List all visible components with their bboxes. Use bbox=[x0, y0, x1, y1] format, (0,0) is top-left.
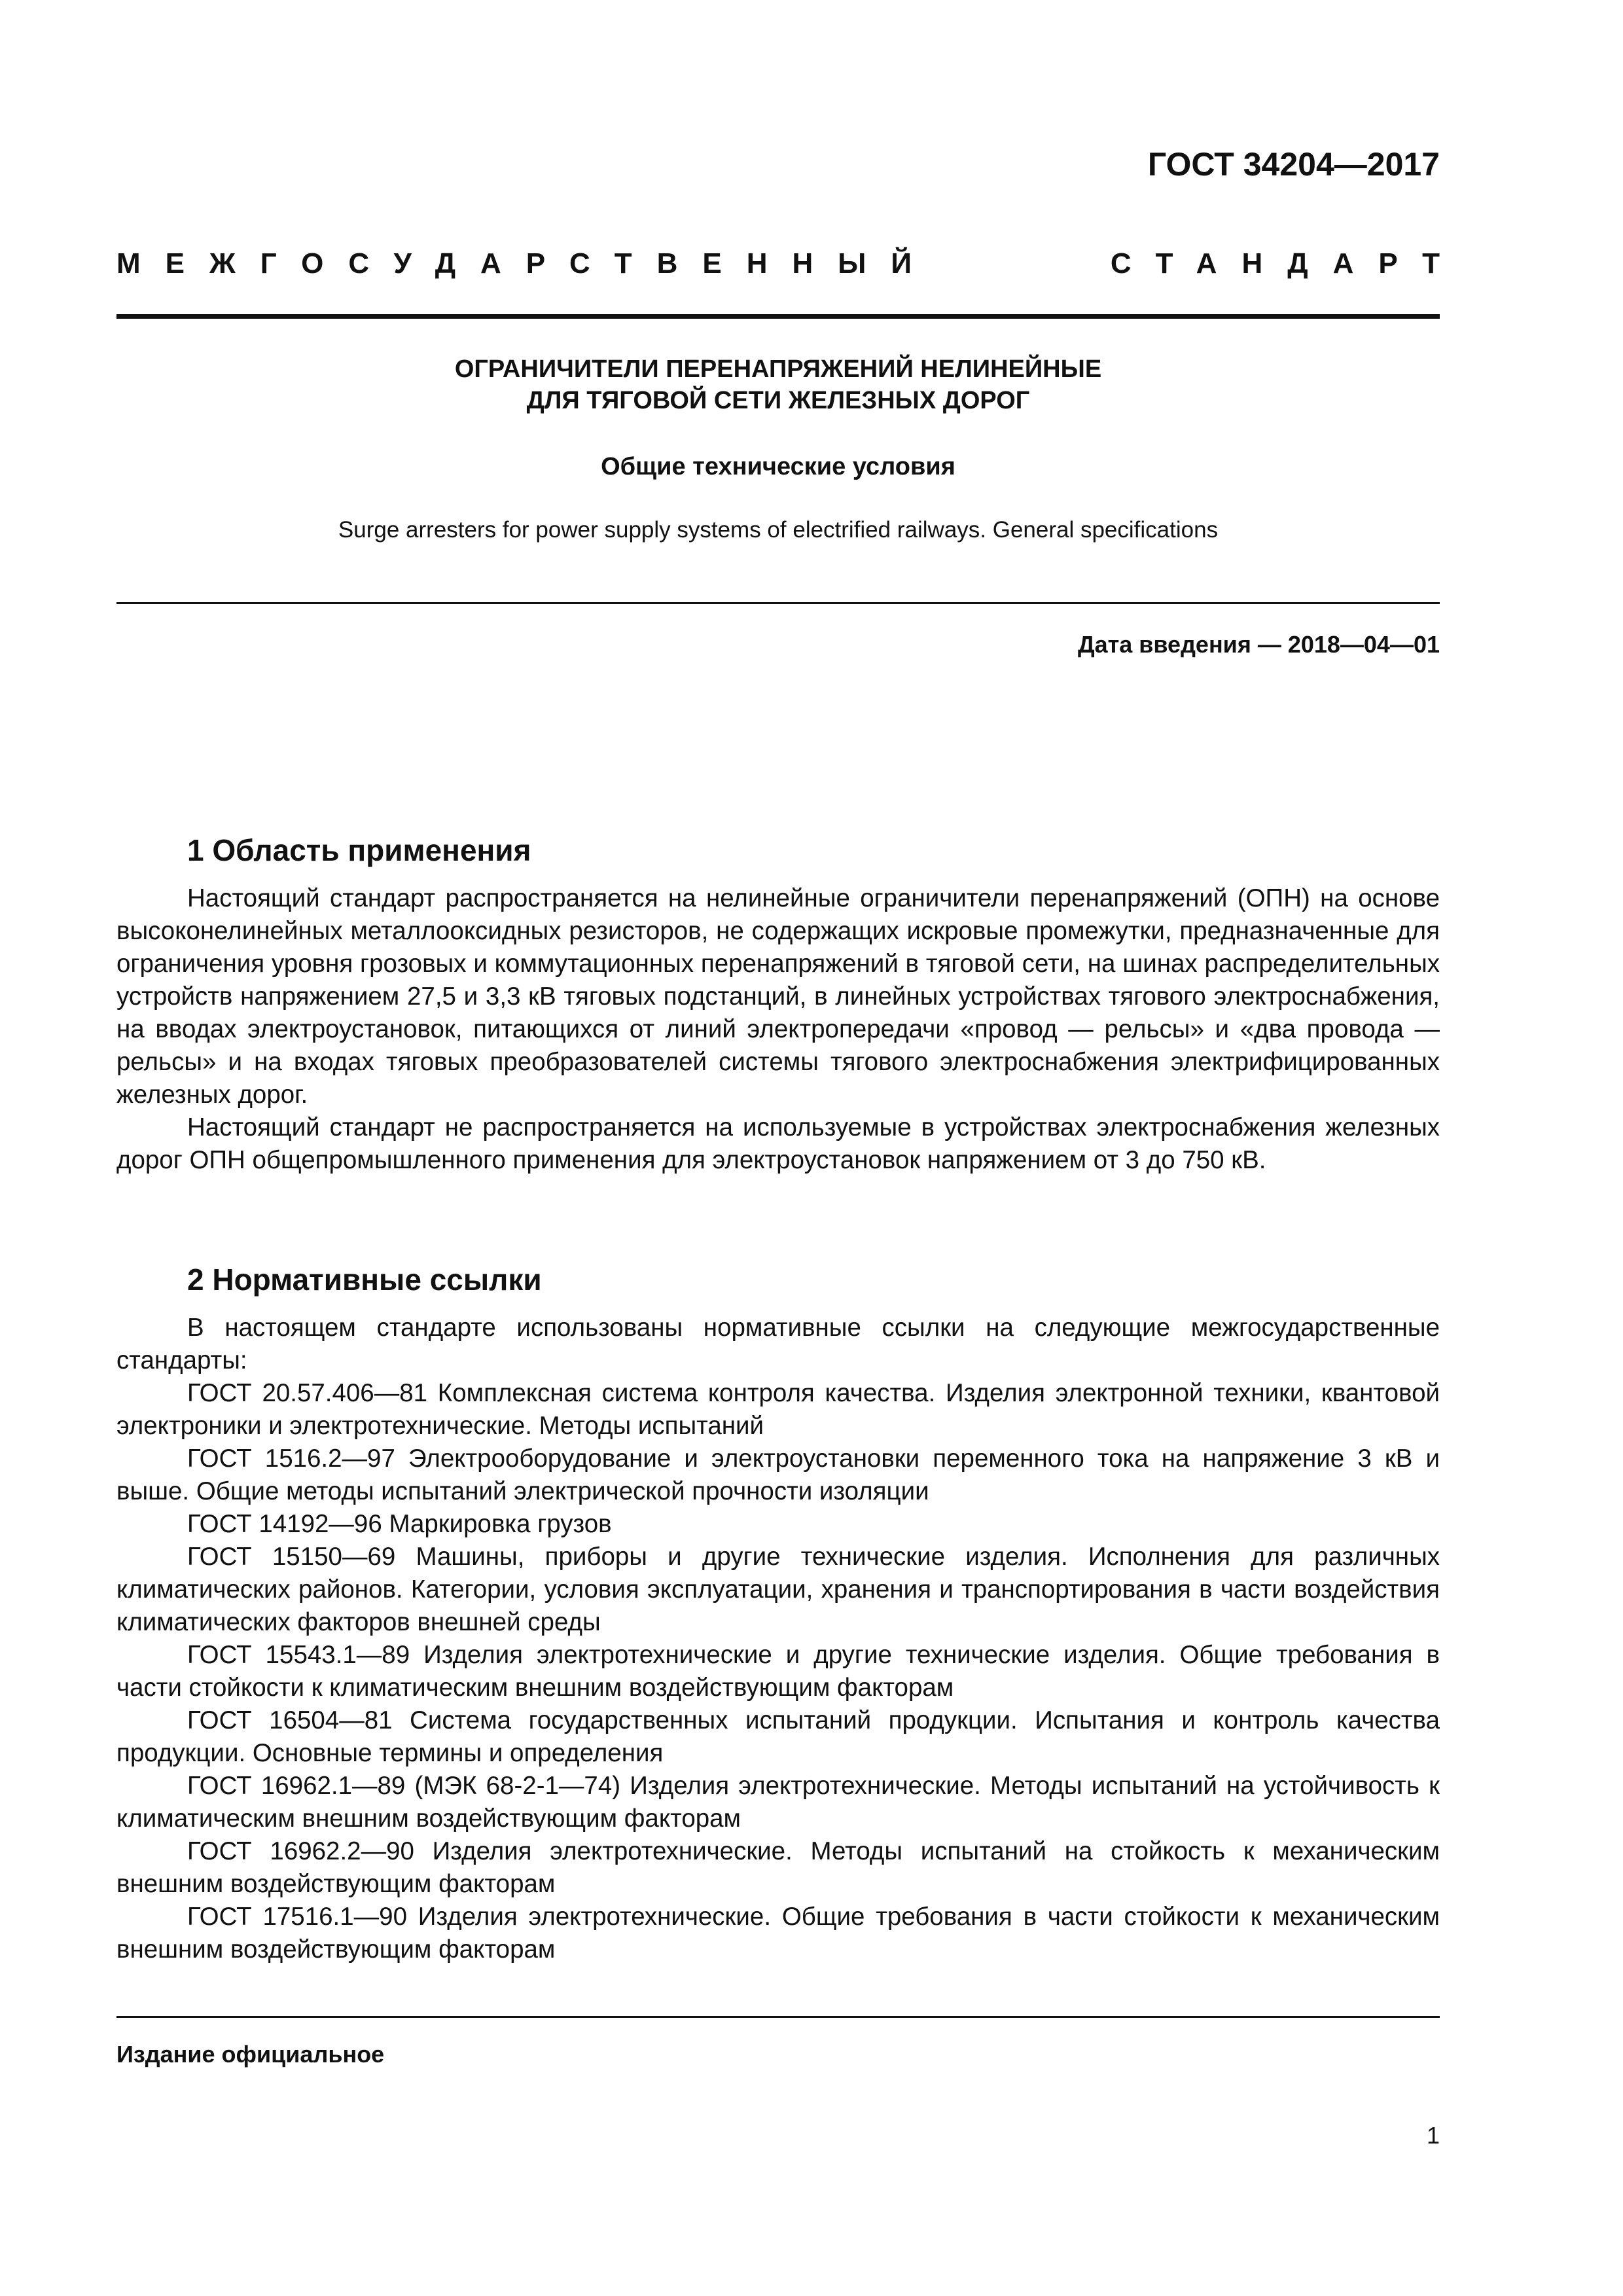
document-code: ГОСТ 34204—2017 bbox=[1147, 146, 1440, 183]
footer-divider bbox=[116, 2016, 1440, 2018]
reference-item: ГОСТ 1516.2—97 Электрооборудование и электроустановки переменного тока на напряжение 3 кВ и выше. Общие методы испытаний электрической прочности изоляции bbox=[116, 1444, 1440, 1505]
reference-item: ГОСТ 14192—96 Маркировка грузов bbox=[187, 1510, 612, 1538]
reference-item: ГОСТ 15543.1—89 Изделия электротехнические и другие технические изделия. Общие требования в части стойкости к климатическим внешним воздействующим факторам bbox=[116, 1641, 1440, 1702]
section-normative-references bbox=[116, 1262, 1440, 1966]
reference-item: ГОСТ 15150—69 Машины, приборы и другие технические изделия. Исполнения для различных климатических районов. Категории, условия эксплуатации, хранения и транспортирования в части воздействия климатических факторов внешней среды bbox=[116, 1543, 1440, 1636]
official-edition-label: Издание официальное bbox=[116, 2041, 385, 2068]
title-line-1: ОГРАНИЧИТЕЛИ ПЕРЕНАПРЯЖЕНИЙ НЕЛИНЕЙНЫЕ bbox=[454, 355, 1102, 383]
paragraph: В настоящем стандарте использованы нормативные ссылки на следующие межгосударственные стандарты: bbox=[116, 1314, 1440, 1374]
section-scope bbox=[116, 833, 1440, 1177]
header-divider bbox=[116, 314, 1440, 319]
page-number: 1 bbox=[1426, 2122, 1440, 2149]
reference-item: ГОСТ 16962.2—90 Изделия электротехнические. Методы испытаний на стойкость к механическим внешним воздействующим факторам bbox=[116, 1837, 1440, 1898]
section-heading: 1 Область применения bbox=[187, 833, 531, 867]
paragraph: Настоящий стандарт не распространяется на используемые в устройствах электроснабжения железных дорог ОПН общепромышленного применения для электроустановок напряжением от 3 до 750 кВ. bbox=[116, 1113, 1440, 1174]
interstate-standard-banner bbox=[116, 247, 1465, 284]
reference-item: ГОСТ 20.57.406—81 Комплексная система контроля качества. Изделия электронной техники, квантовой электроники и электротехнические. Методы испытаний bbox=[116, 1379, 1440, 1440]
document-page bbox=[116, 0, 1465, 2296]
section-heading: 2 Нормативные ссылки bbox=[187, 1263, 542, 1297]
banner-word-standard: СТАНДАРТ bbox=[1110, 247, 1465, 279]
reference-item: ГОСТ 16504—81 Система государственных испытаний продукции. Испытания и контроль качества продукции. Основные термины и определения bbox=[116, 1706, 1440, 1767]
banner-word-interstate: МЕЖГОСУДАРСТВЕННЫЙ bbox=[116, 247, 936, 279]
paragraph: Настоящий стандарт распространяется на нелинейные ограничители перенапряжений (ОПН) на основе высоконелинейных металлооксидных резисторов, не содержащих искровые промежутки, предназначенные для ограничения уровня грозовых и коммутационных перенапряжений в тяговой сети, на шинах распределительных устройств напряжением 27,5 и 3,3 кВ тяговых подстанций, в линейных устройствах тягового электроснабжения, на вводах электроустановок, питающихся от линий электропередачи «провод — рельсы» и «два провода — рельсы» и на входах тяговых преобразователей системы тягового электроснабжения электрифицированных железных дорог. bbox=[116, 884, 1440, 1109]
introduction-date: Дата введения — 2018—04—01 bbox=[1077, 631, 1440, 658]
reference-item: ГОСТ 16962.1—89 (МЭК 68-2-1—74) Изделия электротехнические. Методы испытаний на устойчивость к климатическим внешним воздействующим факторам bbox=[116, 1772, 1440, 1833]
reference-item: ГОСТ 17516.1—90 Изделия электротехнические. Общие требования в части стойкости к механическим внешним воздействующим факторам bbox=[116, 1903, 1440, 1964]
document-subtitle: Общие технические условия bbox=[601, 453, 955, 480]
title-line-2: ДЛЯ ТЯГОВОЙ СЕТИ ЖЕЛЕЗНЫХ ДОРОГ bbox=[526, 387, 1030, 414]
title-divider bbox=[116, 602, 1440, 604]
english-title: Surge arresters for power supply systems of electrified railways. General specifications bbox=[338, 517, 1219, 543]
document-title bbox=[116, 353, 1440, 416]
